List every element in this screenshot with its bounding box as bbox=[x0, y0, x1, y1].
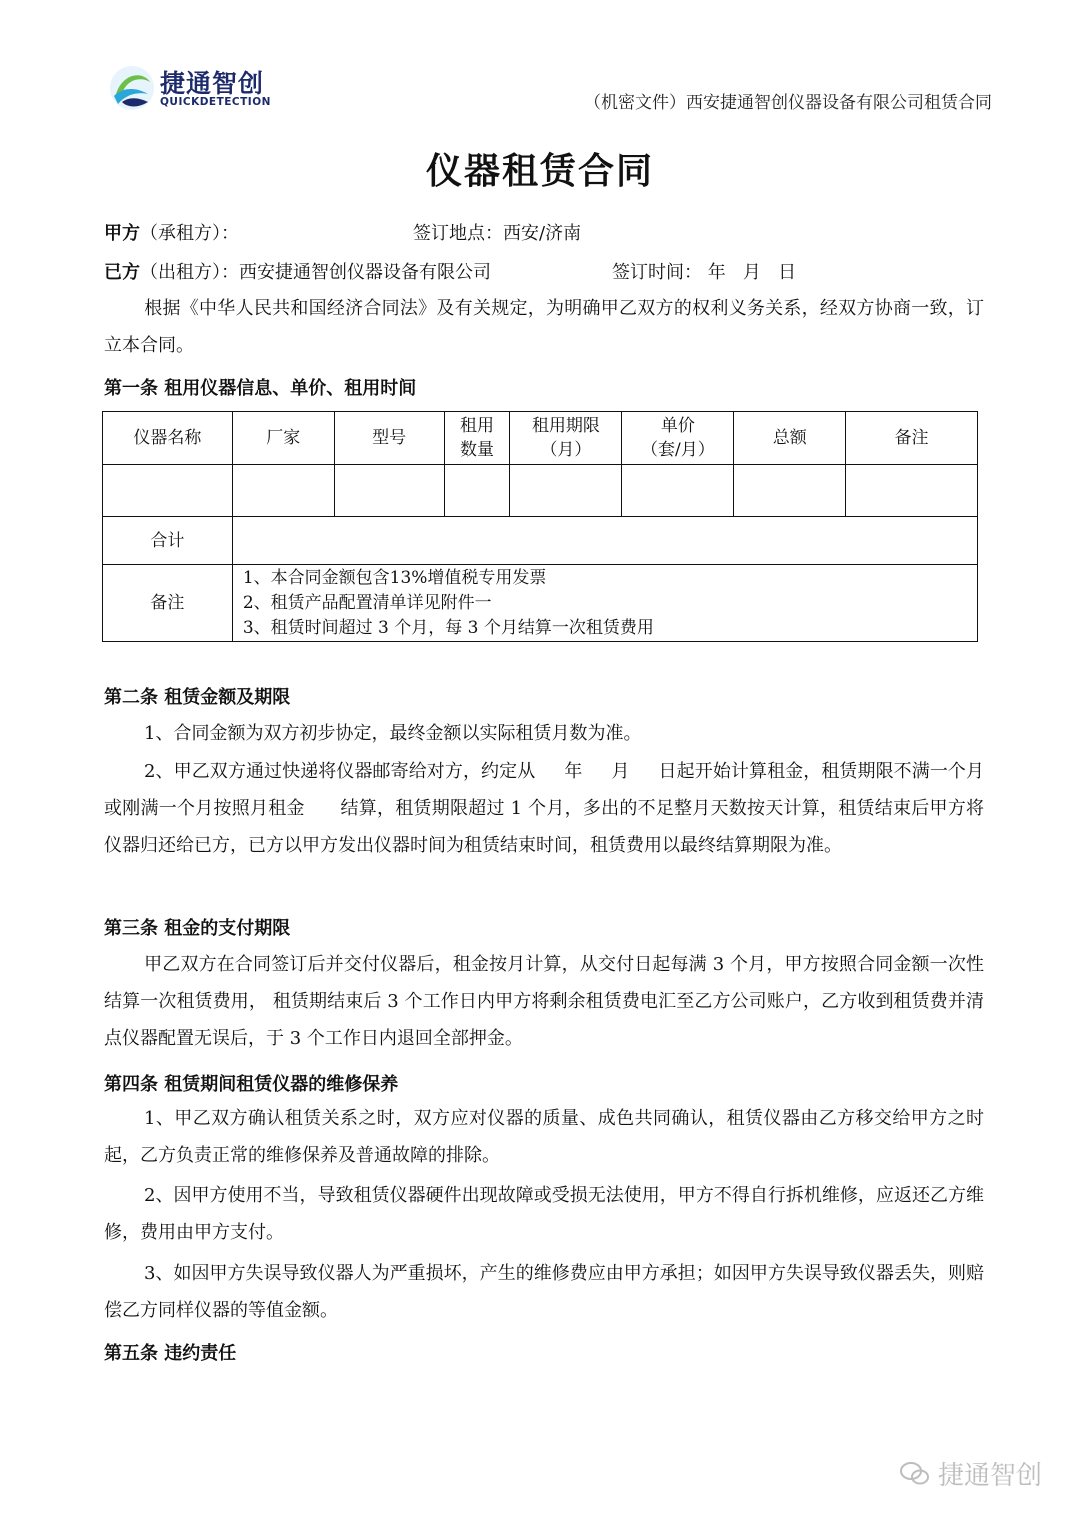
sign-time-line bbox=[612, 258, 796, 284]
wechat-watermark bbox=[900, 1455, 1042, 1492]
header-cell-model: 型号 bbox=[334, 412, 444, 465]
party-a-line bbox=[104, 219, 239, 245]
cell-unit-price[interactable] bbox=[622, 465, 734, 517]
article1-title: 第一条 租用仪器信息、单价、租用时间 bbox=[104, 378, 417, 399]
logo-swirl-icon bbox=[108, 64, 156, 112]
cell-quantity[interactable] bbox=[444, 465, 510, 517]
article4-title: 第四条 租赁期间租赁仪器的维修保养 bbox=[104, 1074, 399, 1095]
cell-term[interactable] bbox=[510, 465, 622, 517]
note-item: 2、租赁产品配置清单详见附件一 bbox=[242, 592, 492, 613]
party-b-label: 已方 bbox=[104, 262, 140, 283]
header-cell-quantity: 租用 数量 bbox=[444, 412, 510, 465]
sign-place-value: 西安/济南 bbox=[503, 223, 582, 244]
article2-title: 第二条 租赁金额及期限 bbox=[104, 687, 291, 708]
confidential-header: （机密文件）西安捷通智创仪器设备有限公司租赁合同 bbox=[584, 93, 992, 113]
logo-en-text: QUICKDETECTION bbox=[160, 96, 271, 108]
party-a-label: 甲方 bbox=[104, 223, 140, 244]
table-header-row bbox=[103, 412, 978, 465]
header-cell-remarks: 备注 bbox=[846, 412, 978, 465]
party-b-name: 西安捷通智创仪器设备有限公司 bbox=[239, 262, 491, 283]
cell-total[interactable] bbox=[734, 465, 846, 517]
intro-paragraph bbox=[104, 290, 984, 364]
article4-p3: 3、如因甲方失误导致仪器人为严重损坏，产生的维修费应由甲方承担；如因甲方失误导致仪器丢失，则赔偿乙方同样仪器的等值金额。 bbox=[104, 1263, 984, 1321]
article4-p1: 1、甲乙双方确认租赁关系之时，双方应对仪器的质量、成色共同确认，租赁仪器由乙方移交给甲方之时起，乙方负责正常的维修保养及普通故障的排除。 bbox=[104, 1108, 984, 1166]
party-b-line bbox=[104, 258, 491, 284]
notes-row bbox=[103, 565, 978, 642]
party-a-role: （承租方）： bbox=[140, 223, 239, 244]
article5-title: 第五条 违约责任 bbox=[104, 1343, 237, 1364]
cell-model[interactable] bbox=[334, 465, 444, 517]
document-title: 仪器租赁合同 bbox=[425, 151, 654, 192]
notes-content bbox=[232, 565, 977, 642]
table-row bbox=[103, 465, 978, 517]
sign-time-label: 签订时间： bbox=[612, 262, 702, 283]
sign-time-blank: 年 月 日 bbox=[707, 262, 797, 283]
article3-title: 第三条 租金的支付期限 bbox=[104, 918, 291, 939]
total-row bbox=[103, 517, 978, 565]
header-cell-manufacturer: 厂家 bbox=[232, 412, 334, 465]
header-cell-name: 仪器名称 bbox=[103, 412, 233, 465]
article2-p1: 1、合同金额为双方初步协定，最终金额以实际租赁月数为准。 bbox=[144, 723, 642, 744]
sign-place-label: 签订地点： bbox=[413, 223, 503, 244]
wechat-icon bbox=[900, 1461, 930, 1487]
cell-name[interactable] bbox=[103, 465, 233, 517]
watermark-text: 捷通智创 bbox=[937, 1461, 1042, 1491]
party-b-role: （出租方）： bbox=[140, 262, 239, 283]
rental-items-table bbox=[102, 411, 978, 642]
note-item: 1、本合同金额包含13%增值税专用发票 bbox=[242, 567, 547, 588]
intro-text: 根据《中华人民共和国经济合同法》及有关规定，为明确甲乙双方的权利义务关系，经双方协商一致，订立本合同。 bbox=[104, 298, 984, 356]
notes-label: 备注 bbox=[103, 565, 233, 642]
sign-place-line bbox=[413, 219, 581, 245]
header-cell-total: 总额 bbox=[734, 412, 846, 465]
logo-cn-text: 捷通智创 bbox=[160, 69, 265, 98]
header-cell-unit-price: 单价 （套/月） bbox=[622, 412, 734, 465]
cell-remarks[interactable] bbox=[846, 465, 978, 517]
cell-manufacturer[interactable] bbox=[232, 465, 334, 517]
note-item: 3、租赁时间超过 3 个月，每 3 个月结算一次租赁费用 bbox=[242, 617, 654, 638]
company-logo bbox=[108, 62, 288, 114]
article4-p2: 2、因甲方使用不当，导致租赁仪器硬件出现故障或受损无法使用，甲方不得自行拆机维修，应返还乙方维修，费用由甲方支付。 bbox=[104, 1185, 984, 1243]
total-label: 合计 bbox=[103, 517, 233, 565]
header-cell-term: 租用期限 （月） bbox=[510, 412, 622, 465]
article3-p1: 甲乙双方在合同签订后并交付仪器后，租金按月计算，从交付日起每满 3 个月，甲方按照合同金额一次性结算一次租赁费用， 租赁期结束后 3 个工作日内甲方将剩余租赁费电汇至乙方公司账户，乙方收到租赁费并清点仪器配置无误后，于 3 个工作日内退回全部押金。 bbox=[104, 954, 984, 1049]
total-value[interactable] bbox=[232, 517, 977, 565]
article2-p2: 2、甲乙双方通过快递将仪器邮寄给对方，约定从 年 月 日起开始计算租金，租赁期限不满一个月或刚满一个月按照月租金 结算，租赁期限超过 1 个月，多出的不足整月天数按天计算，租赁结束后甲方将仪器归还给已方，已方以甲方发出仪器时间为租赁结束时间，租赁费用以最终结算期限为准。 bbox=[104, 761, 984, 856]
